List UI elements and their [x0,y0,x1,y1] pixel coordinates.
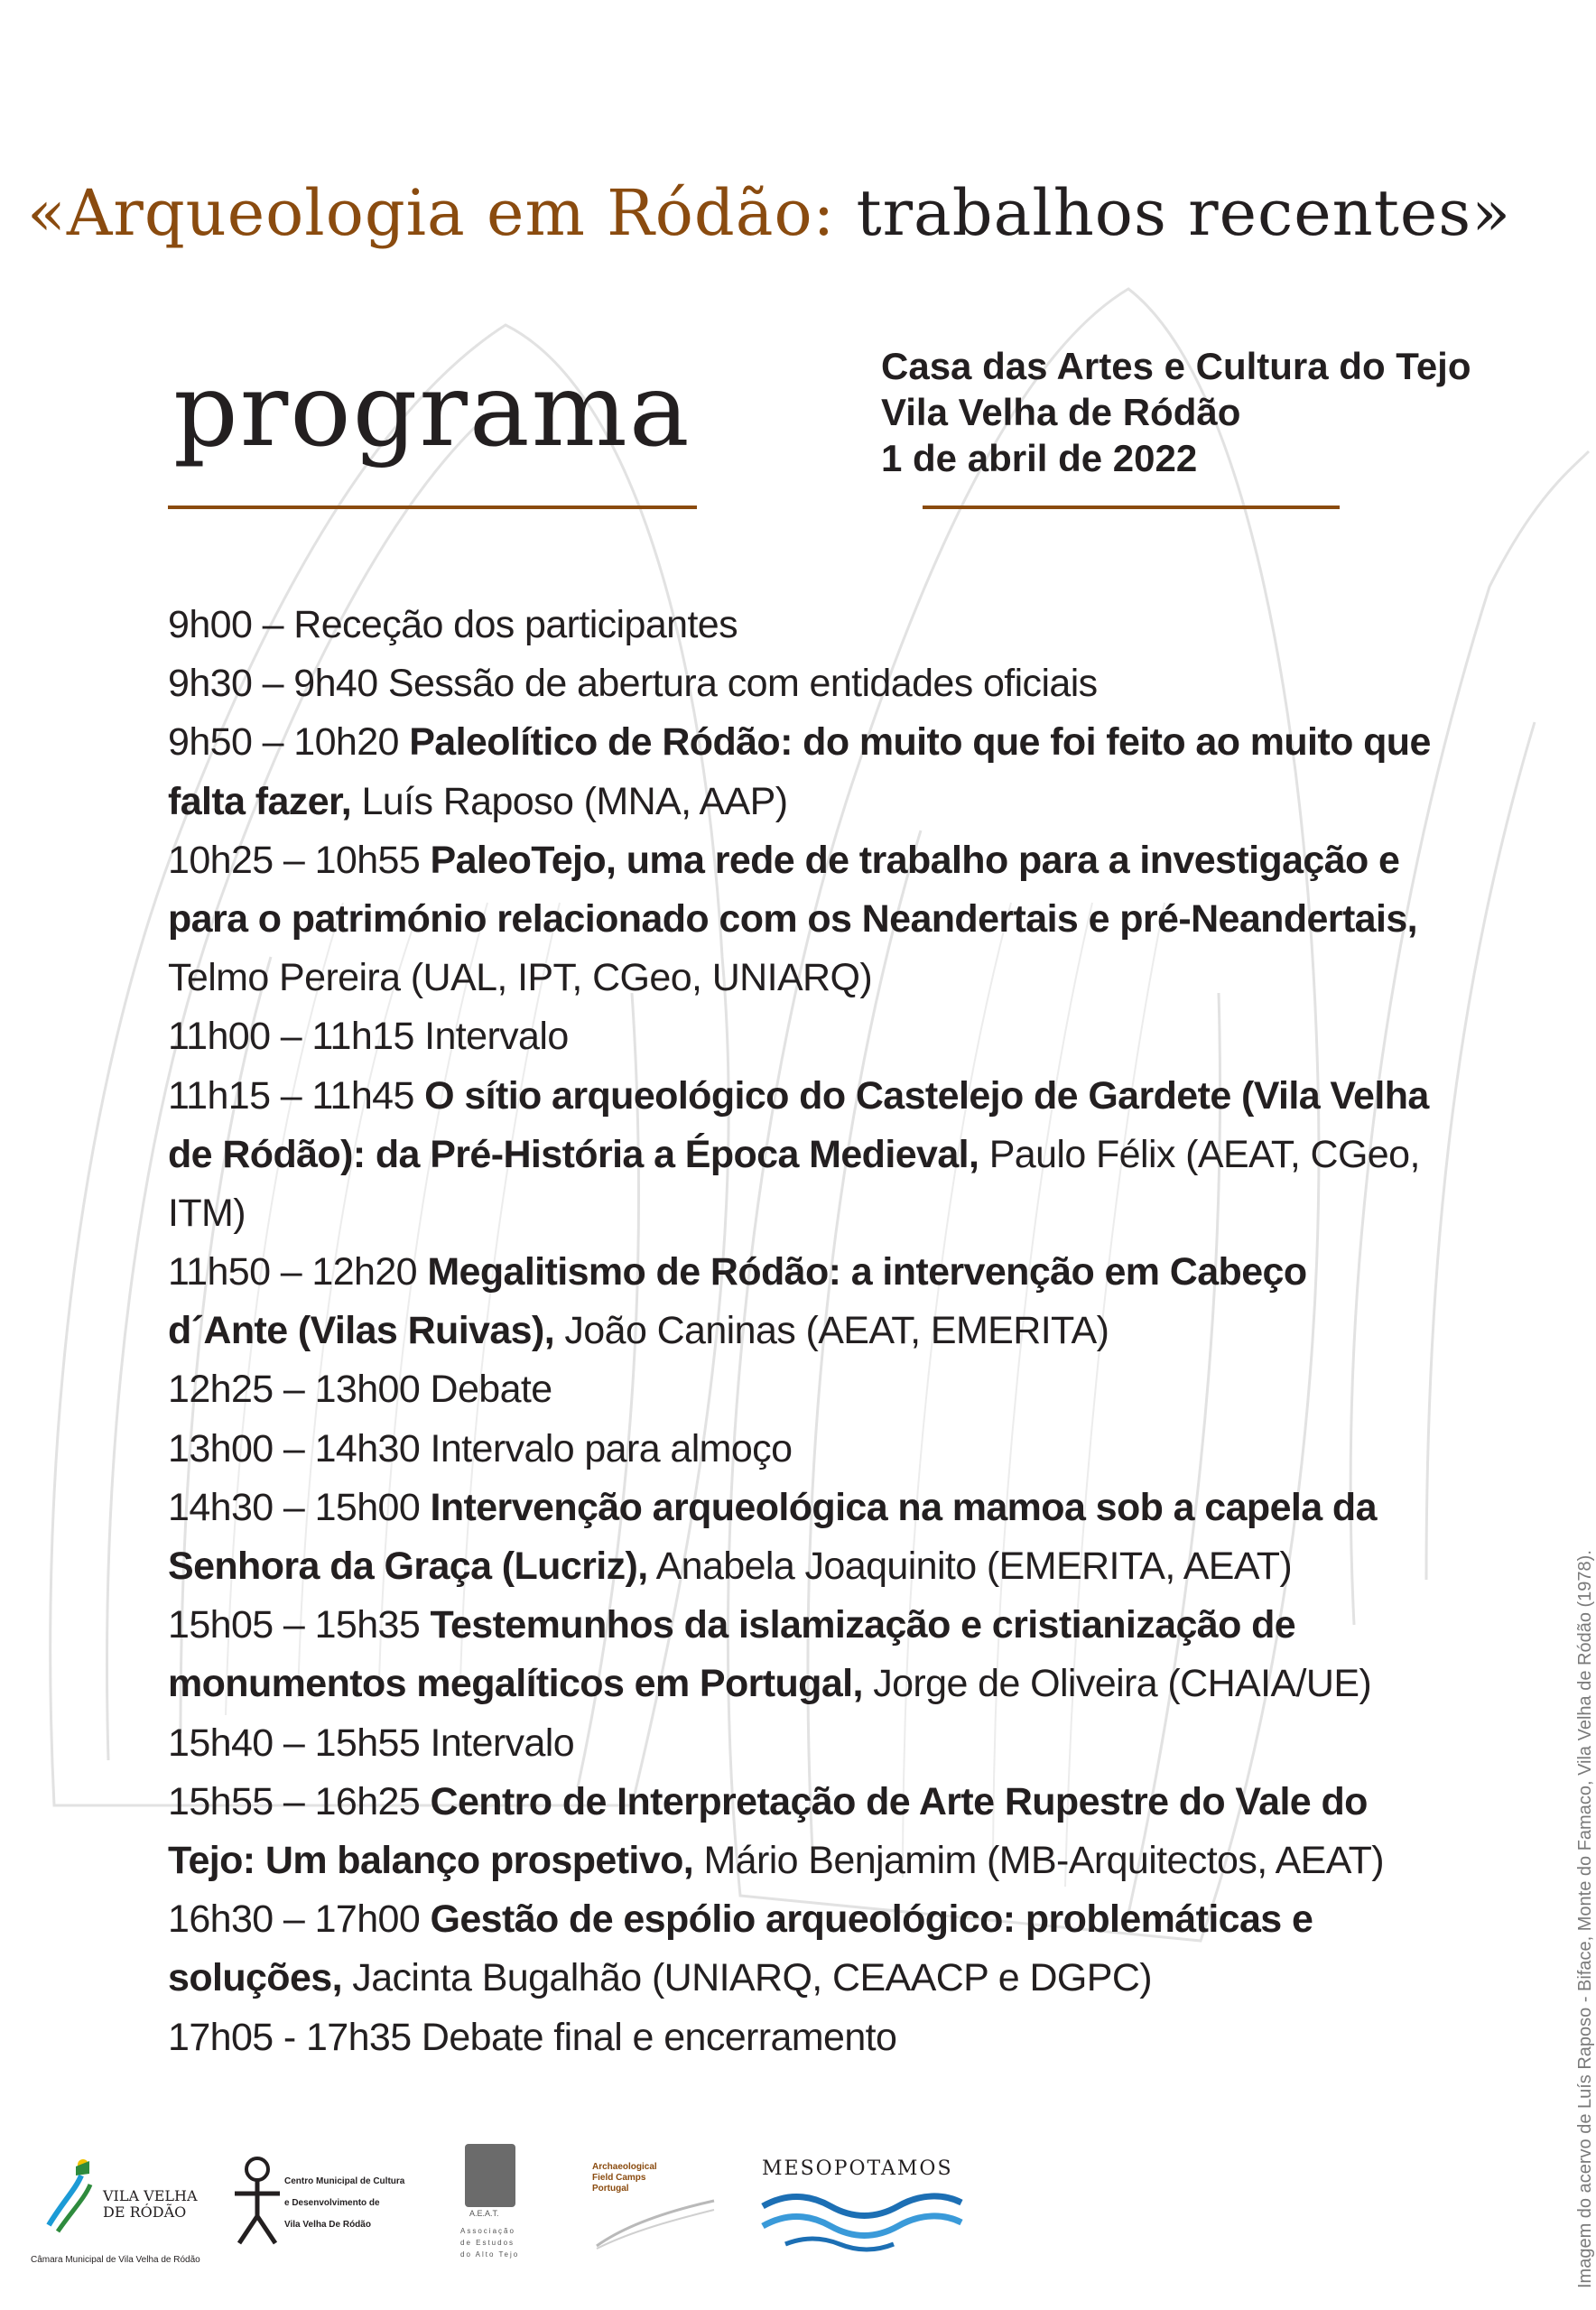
vvr-municipal-logo [31,2148,220,2275]
venue-underline [923,506,1340,509]
schedule-line: de Ródão): da Pré-História a Época Medieval, Paulo Félix (AEAT, CGeo, [168,1132,1420,1176]
cmc-line2: e Desenvolvimento de [284,2198,380,2208]
vvr-name-line1: VILA VELHA [103,2187,198,2204]
vvr-name-line2: DE RÓDÃO [103,2203,187,2221]
schedule-line: 12h25 – 13h00 Debate [168,1368,552,1412]
image-credit: Imagem do acervo de Luís Raposo - Biface, Monte do Famaco, Vila Velha de Ródão (1978). [1575,1550,1595,2288]
schedule-line: Telmo Pereira (UAL, IPT, CGeo, UNIARQ) [168,956,873,1000]
schedule-line: 13h00 – 14h30 Intervalo para almoço [168,1426,793,1470]
venue-block [881,343,1471,481]
schedule-line: para o património relacionado com os Neandertais e pré-Neandertais, [168,896,1417,941]
schedule-line: soluções, Jacinta Bugalhão (UNIARQ, CEAACP e DGPC) [168,1956,1153,2000]
mesopotamos-name: MESOPOTAMOS [762,2157,953,2180]
cmc-line3: Vila Velha De Ródão [284,2220,371,2230]
event-date: 1 de abril de 2022 [881,437,1198,479]
event-title [27,176,1562,250]
vvr-emblem-icon [40,2148,103,2239]
title-dark: trabalhos recentes» [856,176,1512,250]
afc-logo [592,2162,728,2261]
schedule-line: Tejo: Um balanço prospetivo, Mário Benjamim (MB-Arquitectos, AEAT) [168,1838,1385,1882]
aeat-line1: Associação [460,2227,515,2235]
afc-line3: Portugal [592,2184,629,2194]
aeat-logo [460,2144,542,2279]
schedule-line: 9h50 – 10h20 Paleolítico de Ródão: do muito que foi feito ao muito que [168,720,1431,765]
heading-underline [168,506,697,509]
schedule-line: 11h50 – 12h20 Megalitismo de Ródão: a intervenção em Cabeço [168,1250,1307,1294]
rock-art-figure-icon [226,2153,289,2252]
venue-location: Vila Velha de Ródão [881,391,1241,433]
schedule-line: 15h55 – 16h25 Centro de Interpretação de Arte Rupestre do Vale do [168,1779,1368,1823]
aeat-line2: de Estudos [460,2239,515,2247]
aeat-emblem-icon [465,2144,515,2207]
schedule-line: Senhora da Graça (Lucriz), Anabela Joaquinito (EMERITA, AEAT) [168,1545,1293,1588]
schedule-line: monumentos megalíticos em Portugal, Jorge de Oliveira (CHAIA/UE) [168,1662,1372,1706]
field-camps-swoosh-icon [592,2196,719,2250]
aeat-abbr: A.E.A.T. [469,2209,499,2218]
schedule-line: 11h15 – 11h45 O sítio arqueológico do Castelejo de Gardete (Vila Velha [168,1073,1429,1118]
program-schedule [168,596,1468,2067]
schedule-line: 10h25 – 10h55 PaleoTejo, uma rede de trabalho para a investigação e [168,838,1400,882]
programa-heading: programa [173,352,691,469]
afc-line2: Field Camps [592,2173,646,2183]
schedule-line: 15h05 – 15h35 Testemunhos da islamização e cristianização de [168,1603,1296,1647]
schedule-line: 15h40 – 15h55 Intervalo [168,1721,575,1765]
afc-line1: Archaeological [592,2162,657,2172]
sponsor-logos [0,2130,993,2293]
cmc-logo [226,2153,433,2270]
schedule-line: 11h00 – 11h15 Intervalo [168,1015,569,1059]
aeat-line3: do Alto Tejo [460,2250,520,2259]
title-accent: «Arqueologia em Ródão: [27,176,836,250]
waves-icon [758,2190,966,2253]
schedule-line: ITM) [168,1191,246,1235]
cmc-line1: Centro Municipal de Cultura [284,2176,405,2186]
schedule-line: 14h30 – 15h00 Intervenção arqueológica na mamoa sob a capela da [168,1485,1377,1529]
mesopotamos-logo [758,2157,966,2257]
vvr-caption: Câmara Municipal de Vila Velha de Ródão [31,2255,200,2265]
venue-name: Casa das Artes e Cultura do Tejo [881,345,1471,387]
schedule-line: 9h30 – 9h40 Sessão de abertura com entidades oficiais [168,662,1098,706]
schedule-line: d´Ante (Vilas Ruivas), João Caninas (AEAT, EMERITA) [168,1309,1109,1353]
schedule-line: falta fazer, Luís Raposo (MNA, AAP) [168,779,788,823]
schedule-line: 9h00 – Receção dos participantes [168,603,738,646]
schedule-line: 16h30 – 17h00 Gestão de espólio arqueológico: problemáticas e [168,1897,1313,1942]
schedule-line: 17h05 - 17h35 Debate final e encerramento [168,2015,897,2059]
